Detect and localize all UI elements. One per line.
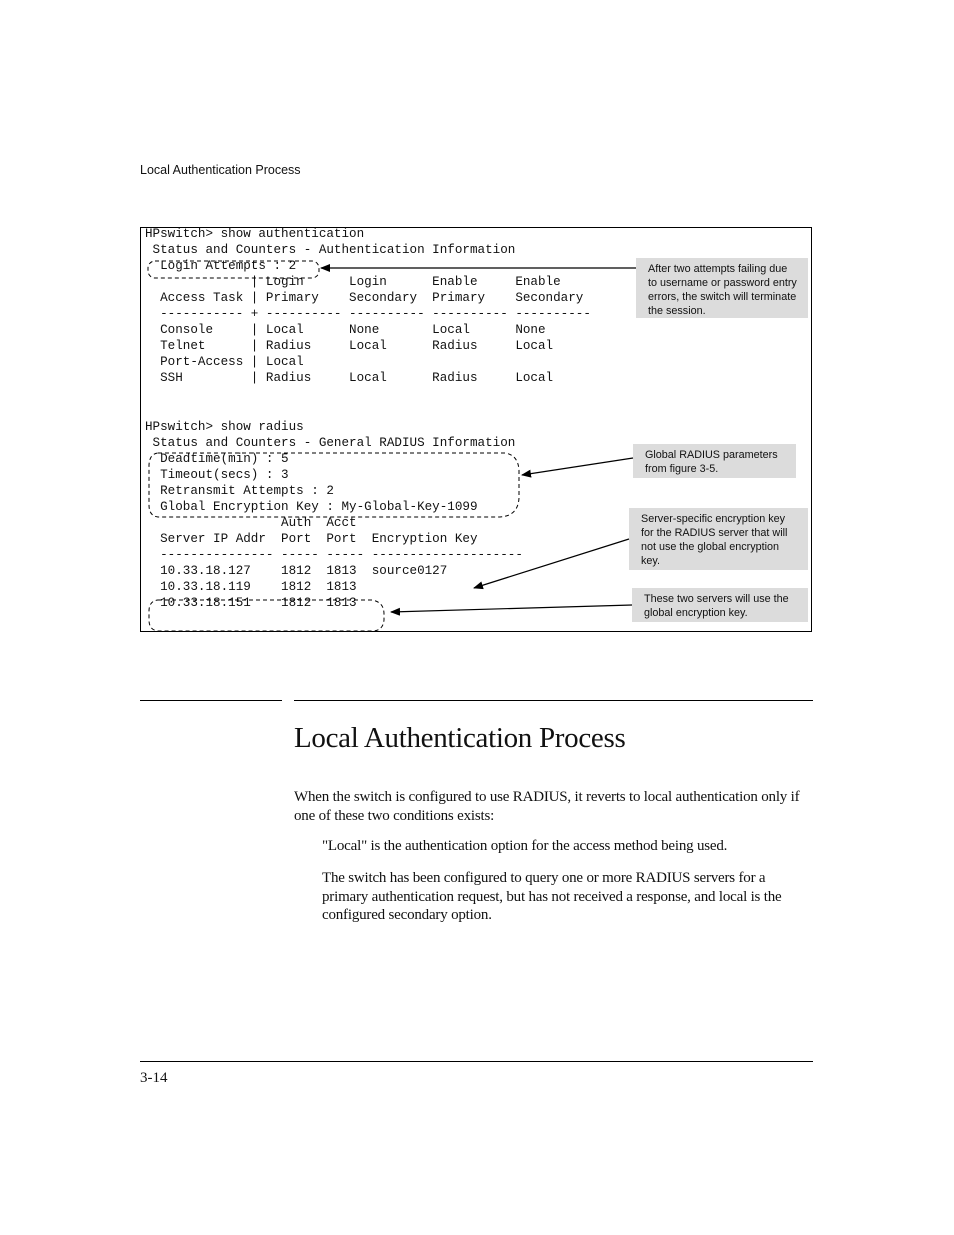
radius-line: Server IP Addr Port Port Encryption Key: [145, 532, 478, 546]
login-attempts-highlight: [148, 261, 319, 278]
auth-line: HPswitch> show authentication: [145, 227, 365, 241]
section-rule-right: [294, 700, 813, 701]
auth-line: Console | Local None Local None: [145, 323, 546, 337]
radius-line: Auth Acct: [145, 516, 357, 530]
auth-line: Status and Counters - Authentication Information: [145, 243, 516, 257]
callout-login-attempts: After two attempts failing due to username or password entry errors, the switch will terminate the session.: [636, 258, 808, 318]
condition-item: The switch has been configured to query one or more RADIUS servers for a primary authentication request, but has not received a response, and local is the configured secondary option.: [322, 870, 782, 923]
arrow-server-key: [474, 539, 629, 588]
arrow-two-servers: [391, 605, 632, 612]
running-head: Local Authentication Process: [140, 163, 301, 177]
intro-paragraph: When the switch is configured to use RADIUS, it reverts to local authentication only if one of these two conditions exists:: [294, 789, 800, 824]
radius-line: 10.33.18.151 1812 1813: [145, 596, 357, 610]
callout-two-servers: These two servers will use the global encryption key.: [632, 588, 808, 622]
auth-line: | Login Login Enable Enable: [145, 275, 561, 289]
page-number: 3-14: [140, 1070, 168, 1086]
radius-line: Retransmit Attempts : 2: [145, 484, 334, 498]
radius-line: Deadtime(min) : 5: [145, 452, 289, 466]
radius-line: --------------- ----- ----- --------------------: [145, 548, 523, 562]
auth-line: ----------- + ---------- ---------- ---------- ----------: [145, 307, 591, 321]
global-params-highlight: [149, 453, 519, 517]
condition-item: "Local" is the authentication option for the access method being used.: [322, 838, 728, 854]
auth-line: Login Attempts : 2: [145, 259, 297, 273]
radius-line: HPswitch> show radius: [145, 420, 304, 434]
callout-server-key: Server-specific encryption key for the RADIUS server that will not use the global encryption key.: [629, 508, 808, 570]
radius-line: Status and Counters - General RADIUS Information: [145, 436, 516, 450]
arrow-global-radius: [522, 458, 633, 475]
radius-line: Global Encryption Key : My-Global-Key-1099: [145, 500, 478, 514]
radius-line: 10.33.18.127 1812 1813 source0127: [145, 564, 448, 578]
radius-line: 10.33.18.119 1812 1813: [145, 580, 357, 594]
auth-line: SSH | Radius Local Radius Local: [145, 371, 554, 385]
section-rule-left: [140, 700, 282, 701]
radius-line: Timeout(secs) : 3: [145, 468, 289, 482]
callout-global-radius: Global RADIUS parameters from figure 3-5.: [633, 444, 796, 478]
footer-rule: [140, 1061, 813, 1062]
auth-line: Telnet | Radius Local Radius Local: [145, 339, 554, 353]
section-title: Local Authentication Process: [294, 722, 626, 754]
two-servers-highlight: [149, 600, 384, 631]
auth-line: Access Task | Primary Secondary Primary Secondary: [145, 291, 584, 305]
auth-line: Port-Access | Local: [145, 355, 304, 369]
